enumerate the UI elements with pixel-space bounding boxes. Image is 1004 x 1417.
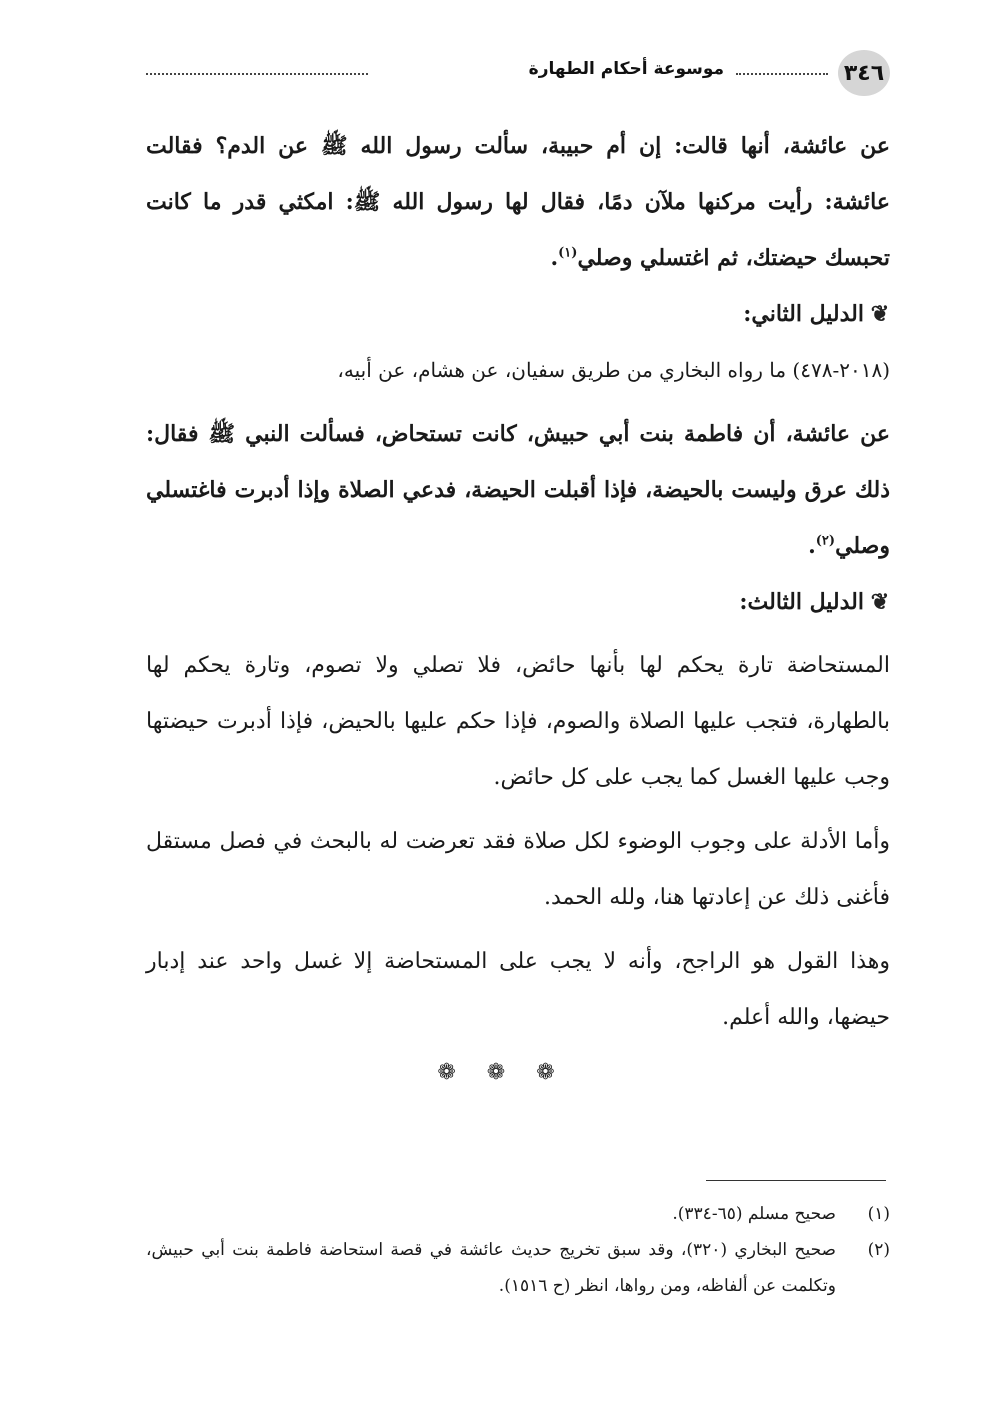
footnote-text: صحيح مسلم (٦٥-٣٣٤). <box>672 1204 836 1224</box>
heading-text: الدليل الثالث: <box>739 589 864 615</box>
body-paragraph: وهذا القول هو الراجح، وأنه لا يجب على المستحاضة إلا غسل واحد عند إدبار حيضها، والله أعلم. <box>146 949 890 1030</box>
page-number: ٣٤٦ <box>838 50 890 96</box>
book-title: موسوعة أحكام الطهارة <box>528 59 724 79</box>
body-paragraph: وأما الأدلة على وجوب الوضوء لكل صلاة فقد تعرضت له بالبحث في فصل مستقل فأغنى ذلك عن إعادتها هنا، ولله الحمد. <box>146 829 890 910</box>
footnote-number: (١) <box>867 1204 890 1224</box>
footnote-rule <box>706 1180 886 1181</box>
leaf-ornament-icon: ❦ <box>870 589 890 615</box>
leaf-ornament-icon: ❦ <box>870 301 890 327</box>
body-paragraph: المستحاضة تارة يحكم لها بأنها حائض، فلا تصلي ولا تصوم، وتارة يحكم لها بالطهارة، فتجب عليها الصلاة والصوم، فإذا حكم عليها بالحيض، فإذا أدبرت حيضتها وجب عليها الغسل كما يجب على كل حائض. <box>146 653 890 790</box>
footnote-text: صحيح البخاري (٣٢٠)، وقد سبق تخريج حديث عائشة في قصة استحاضة فاطمة بنت أبي حبيش، وتكلمت عن ألفاظه، ومن رواها، انظر (ح ١٥١٦). <box>146 1240 836 1296</box>
footnote-marker: (٢) <box>815 533 836 549</box>
hadith-reference: (٢٠١٨-٤٧٨) ما رواه البخاري من طريق سفيان، عن هشام، عن أبيه، <box>337 358 890 382</box>
paragraph-text: عن عائشة، أنها قالت: إن أم حبيبة، سألت رسول الله ﷺ عن الدم؟ فقالت عائشة: رأيت مركنها ملآن دمًا، فقال لها رسول الله ﷺ: امكثي قدر ما كانت تحبسك حيضتك، ثم اغتسلي وصلي <box>146 133 890 271</box>
header-dotted-rule <box>146 73 368 75</box>
page-header <box>146 50 890 96</box>
section-separator: ❁ ❁ ❁ <box>437 1060 567 1085</box>
hadith-paragraph: عن عائشة، أنها قالت: إن أم حبيبة، سألت رسول الله ﷺ عن الدم؟ فقالت عائشة: رأيت مركنها ملآن دمًا، فقال لها رسول الله ﷺ: امكثي قدر ما كانت تحبسك حيضتك، ثم اغتسلي وصلي$^{(١)}$. <box>146 133 890 271</box>
paragraph-text: عن عائشة، أن فاطمة بنت أبي حبيش، كانت تستحاض، فسألت النبي ﷺ فقال: ذلك عرق وليست بالحيضة، فإذا أقبلت الحيضة، فدعي الصلاة وإذا أدبرت فاغتسلي وصلي <box>146 421 890 559</box>
hadith-paragraph: عن عائشة، أن فاطمة بنت أبي حبيش، كانت تستحاض، فسألت النبي ﷺ فقال: ذلك عرق وليست بالحيضة، فإذا أقبلت الحيضة، فدعي الصلاة وإذا أدبرت فاغتسلي وصلي$^{(٢)}$. <box>146 421 890 559</box>
footnote-marker: (١) <box>558 245 578 261</box>
footnote <box>146 1196 890 1232</box>
section-heading <box>146 286 890 342</box>
header-dotted-rule <box>736 73 828 75</box>
footnotes <box>146 1196 890 1304</box>
heading-text: الدليل الثاني: <box>743 301 864 327</box>
footnote-number: (٢) <box>867 1240 890 1260</box>
footnote <box>146 1232 890 1304</box>
main-text <box>146 118 890 1046</box>
section-heading <box>146 574 890 630</box>
